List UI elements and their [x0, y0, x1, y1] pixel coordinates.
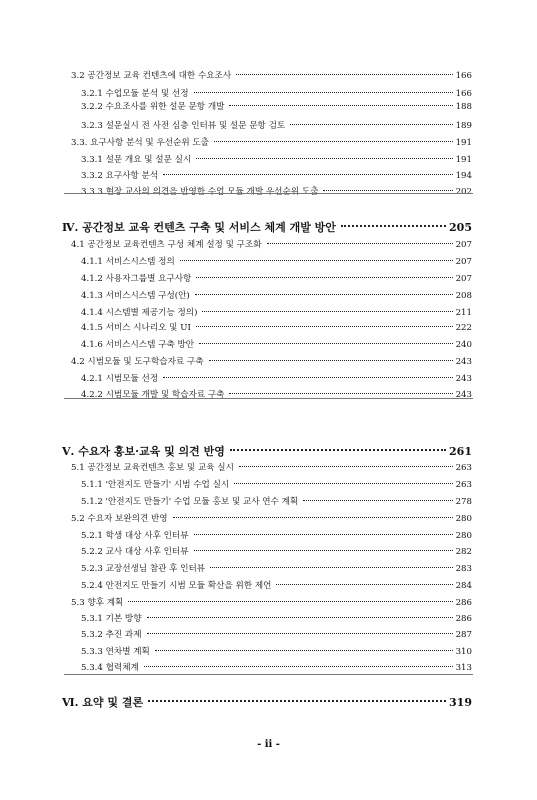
dot-leader [147, 617, 453, 618]
toc-entry-title: 5.1 공간정보 교육컨텐츠 홍보 및 교육 실시 [71, 463, 234, 473]
dot-leader [144, 666, 453, 667]
toc-entry-page: 319 [449, 696, 472, 709]
toc-entry-title: 3.3.2 요구사항 분석 [81, 171, 159, 181]
toc-entry [81, 120, 472, 132]
toc-entry-title: 4.1.1 서비스시스템 정의 [81, 257, 175, 267]
toc-entry [81, 373, 472, 385]
toc-entry-title: 5.3.4 협력체계 [81, 663, 139, 673]
dot-leader [341, 225, 446, 227]
dot-leader [234, 483, 452, 484]
toc-entry [81, 154, 472, 166]
dot-leader [199, 343, 453, 344]
toc-entry [81, 170, 472, 182]
section-divider [64, 674, 473, 675]
dot-leader [229, 105, 452, 106]
dot-leader [239, 466, 453, 467]
toc-entry [81, 479, 472, 491]
dot-leader [163, 174, 452, 175]
dot-leader [323, 190, 452, 191]
toc-entry-title: 5.1.1 '안전지도 만들기' 시범 수업 실시 [81, 480, 230, 490]
toc-entry-page: 211 [455, 308, 472, 318]
toc-entry-page: 283 [455, 564, 472, 574]
toc-entry [81, 88, 472, 100]
dot-leader [202, 311, 452, 312]
toc-entry [81, 580, 472, 592]
toc-entry-page: 263 [455, 480, 472, 490]
toc-entry-title: 4.2.2 시범모듈 개발 및 학습자료 구축 [81, 390, 225, 400]
toc-entry [81, 322, 472, 334]
dot-leader [194, 550, 453, 551]
dot-leader [194, 92, 453, 93]
toc-entry-title: 5.3.1 기본 방향 [81, 614, 142, 624]
toc-entry-page: 243 [455, 390, 472, 400]
toc-entry-page: 191 [455, 138, 472, 148]
dot-leader [276, 584, 452, 585]
toc-entry-page: 282 [455, 547, 472, 557]
toc-entry [71, 356, 472, 368]
dot-leader [214, 141, 453, 142]
toc-entry [81, 662, 472, 674]
dot-leader [196, 277, 452, 278]
toc-entry [81, 629, 472, 641]
toc-entry-title: Ⅵ. 요약 및 결론 [62, 696, 144, 709]
toc-entry [81, 186, 472, 198]
toc-entry-page: 286 [455, 598, 472, 608]
dot-leader [230, 449, 446, 451]
toc-entry-page: 202 [455, 187, 472, 197]
toc-entry-page: 166 [455, 71, 472, 81]
toc-entry-page: 280 [455, 514, 472, 524]
toc-entry-title: 5.2.1 학생 대상 사후 인터뷰 [81, 531, 189, 541]
toc-entry [81, 290, 472, 302]
toc-entry-page: 207 [455, 257, 472, 267]
dot-leader [267, 243, 453, 244]
toc-entry [81, 646, 472, 658]
toc-entry-title: 4.1.2 사용자그룹별 요구사항 [81, 274, 192, 284]
page-number-footer: - ii - [257, 739, 280, 750]
dot-leader [147, 633, 453, 634]
toc-entry-title: Ⅳ. 공간정보 교육 컨텐츠 구축 및 서비스 체계 개발 방안 [62, 221, 336, 234]
toc-entry [81, 496, 472, 508]
toc-entry-title: 5.2.4 안전지도 만들기 시범 모듈 확산을 위한 제언 [81, 581, 272, 591]
dot-leader [196, 326, 453, 327]
toc-entry-page: 205 [449, 221, 472, 234]
toc-entry-title: 5.3.2 추진 과제 [81, 630, 142, 640]
toc-entry-title: 4.2.1 시범모듈 선정 [81, 374, 159, 384]
toc-entry-page: 286 [455, 614, 472, 624]
toc-chapter-entry [62, 696, 472, 710]
toc-entry-page: 263 [455, 463, 472, 473]
toc-entry-title: 4.1.5 서비스 시나리오 및 UI [81, 323, 191, 333]
dot-leader [155, 650, 453, 651]
toc-entry-page: 313 [455, 663, 472, 673]
toc-entry [81, 339, 472, 351]
toc-entry-title: 5.1.2 '안전지도 만들기' 수업 모듈 홍보 및 교사 연수 계획 [81, 497, 299, 507]
toc-entry [81, 307, 472, 319]
toc-entry-title: 5.3 향후 계획 [71, 598, 124, 608]
dot-leader [128, 601, 452, 602]
toc-entry-title: 4.1 공간정보 교육컨텐츠 구성 체계 설정 및 구조화 [71, 240, 262, 250]
toc-entry-page: 189 [455, 121, 472, 131]
dot-leader [194, 534, 453, 535]
toc-entry-title: 3.2.1 수업모듈 분석 및 선정 [81, 89, 189, 99]
toc-entry-page: 207 [455, 240, 472, 250]
toc-entry [71, 239, 472, 251]
dot-leader [290, 124, 452, 125]
toc-entry [81, 546, 472, 558]
toc-chapter-entry [62, 445, 472, 459]
toc-entry-page: 287 [455, 630, 472, 640]
toc-entry-title: 3.3.3 현장 교사의 의견을 반영한 수업 모듈 개발 우선순위 도출 [81, 187, 319, 197]
toc-entry [81, 530, 472, 542]
toc-entry-title: 3.2 공간정보 교육 컨텐츠에 대한 수요조사 [71, 71, 232, 81]
section-divider [64, 193, 473, 194]
toc-entry-title: 3.2.2 수요조사를 위한 설문 문항 개발 [81, 102, 225, 112]
toc-entry-title: Ⅴ. 수요자 홍보·교육 및 의견 반영 [62, 445, 225, 458]
dot-leader [236, 74, 452, 75]
dot-leader [209, 360, 453, 361]
toc-entry-page: 261 [449, 445, 472, 458]
toc-chapter-entry [62, 221, 472, 235]
toc-entry-title: 5.2.3 교장선생님 참관 후 인터뷰 [81, 564, 206, 574]
toc-entry-page: 208 [455, 291, 472, 301]
toc-entry [81, 613, 472, 625]
toc-entry-title: 4.1.4 시스템별 제공기능 정의) [81, 308, 198, 318]
toc-entry-page: 222 [455, 323, 472, 333]
dot-leader [173, 517, 453, 518]
toc-entry-title: 3.2.3 설문실시 전 사전 심층 인터뷰 및 설문 문항 검토 [81, 121, 286, 131]
toc-entry-title: 5.2.2 교사 대상 사후 인터뷰 [81, 547, 189, 557]
dot-leader [196, 158, 452, 159]
toc-entry-page: 280 [455, 531, 472, 541]
toc-entry [81, 389, 472, 401]
toc-entry-title: 5.3.3 연차별 계획 [81, 647, 150, 657]
toc-entry [71, 462, 472, 474]
dot-leader [195, 294, 453, 295]
toc-entry-title: 4.1.6 서비스시스템 구축 방안 [81, 340, 195, 350]
toc-entry-page: 243 [455, 357, 472, 367]
toc-entry [81, 256, 472, 268]
dot-leader [229, 393, 452, 394]
toc-entry [81, 563, 472, 575]
toc-entry [71, 137, 472, 149]
toc-entry-title: 5.2 수요자 보완의견 반영 [71, 514, 168, 524]
toc-entry [81, 273, 472, 285]
toc-entry-page: 278 [455, 497, 472, 507]
toc-entry-page: 188 [455, 102, 472, 112]
section-divider [64, 398, 473, 399]
toc-entry-title: 3.3.1 설문 개요 및 설문 실시 [81, 155, 192, 165]
toc-entry [71, 597, 472, 609]
toc-entry-title: 3.3. 요구사항 분석 및 우선순위 도출 [71, 138, 209, 148]
toc-entry-title: 4.1.3 서비스시스템 구성(안) [81, 291, 190, 301]
toc-entry-page: 194 [455, 171, 472, 181]
dot-leader [148, 700, 446, 702]
toc-entry-page: 240 [455, 340, 472, 350]
toc-entry [71, 513, 472, 525]
toc-entry-title: 4.2 시범모듈 및 도구학습자료 구축 [71, 357, 204, 367]
toc-entry [81, 101, 472, 113]
toc-entry-page: 191 [455, 155, 472, 165]
toc-entry-page: 310 [455, 647, 472, 657]
toc-entry-page: 207 [455, 274, 472, 284]
toc-entry-page: 284 [455, 581, 472, 591]
dot-leader [303, 500, 452, 501]
dot-leader [210, 567, 452, 568]
toc-entry-page: 243 [455, 374, 472, 384]
toc-entry [71, 70, 472, 82]
dot-leader [163, 377, 452, 378]
toc-entry-page: 166 [455, 89, 472, 99]
dot-leader [180, 260, 453, 261]
